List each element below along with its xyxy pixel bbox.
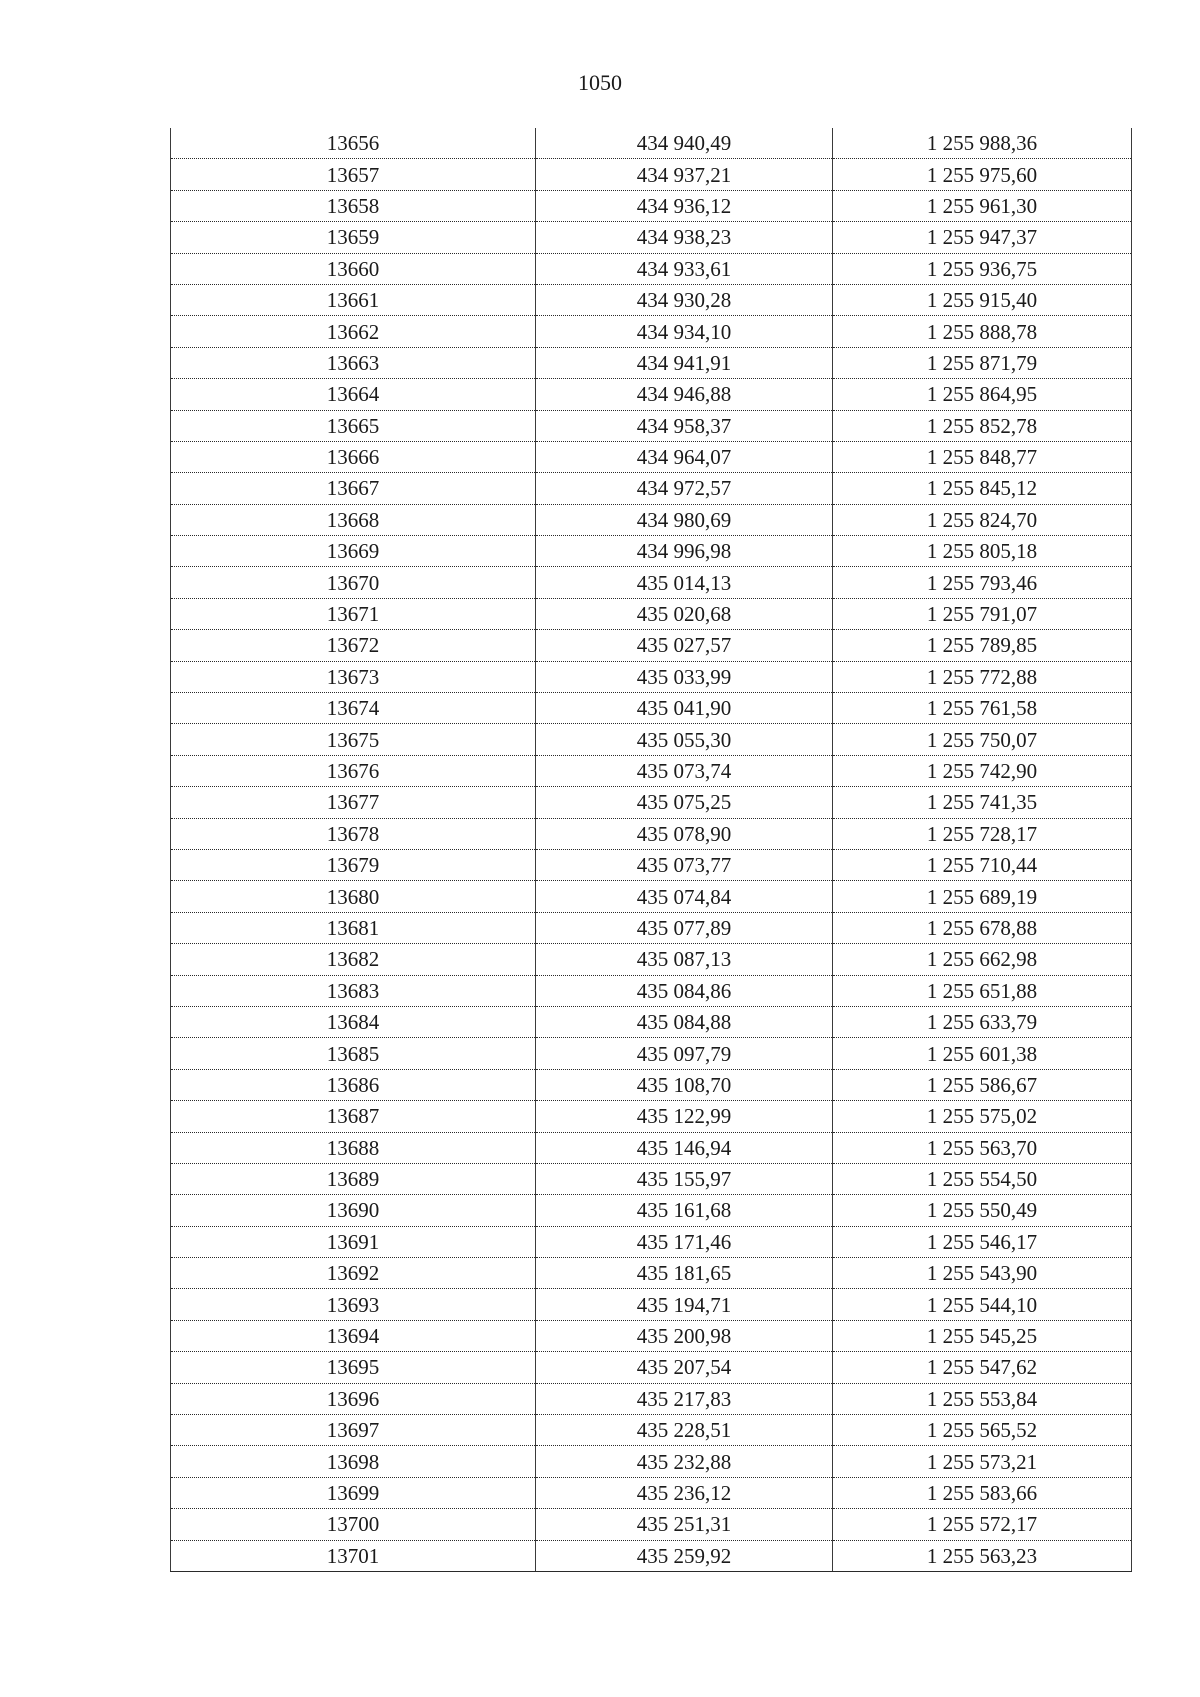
x-coordinate-cell: 435 228,51 xyxy=(536,1415,833,1446)
point-number-cell: 13690 xyxy=(171,1195,536,1226)
point-number-cell: 13669 xyxy=(171,536,536,567)
point-number-cell: 13667 xyxy=(171,473,536,504)
table-row xyxy=(171,222,1132,253)
x-coordinate-cell: 435 161,68 xyxy=(536,1195,833,1226)
table-row xyxy=(171,284,1132,315)
point-number-cell: 13680 xyxy=(171,881,536,912)
x-coordinate-cell: 435 207,54 xyxy=(536,1352,833,1383)
y-coordinate-cell: 1 255 742,90 xyxy=(833,755,1132,786)
y-coordinate-cell: 1 255 565,52 xyxy=(833,1415,1132,1446)
y-coordinate-cell: 1 255 728,17 xyxy=(833,818,1132,849)
x-coordinate-cell: 435 041,90 xyxy=(536,693,833,724)
x-coordinate-cell: 434 958,37 xyxy=(536,410,833,441)
x-coordinate-cell: 435 014,13 xyxy=(536,567,833,598)
table-row xyxy=(171,441,1132,472)
x-coordinate-cell: 434 996,98 xyxy=(536,536,833,567)
point-number-cell: 13695 xyxy=(171,1352,536,1383)
table-row xyxy=(171,1069,1132,1100)
x-coordinate-cell: 435 020,68 xyxy=(536,598,833,629)
table-row xyxy=(171,818,1132,849)
table-row xyxy=(171,1509,1132,1540)
x-coordinate-cell: 434 941,91 xyxy=(536,347,833,378)
point-number-cell: 13659 xyxy=(171,222,536,253)
x-coordinate-cell: 435 200,98 xyxy=(536,1320,833,1351)
point-number-cell: 13662 xyxy=(171,316,536,347)
point-number-cell: 13674 xyxy=(171,693,536,724)
x-coordinate-cell: 434 936,12 xyxy=(536,190,833,221)
table-row xyxy=(171,1477,1132,1508)
y-coordinate-cell: 1 255 915,40 xyxy=(833,284,1132,315)
point-number-cell: 13693 xyxy=(171,1289,536,1320)
point-number-cell: 13656 xyxy=(171,128,536,159)
y-coordinate-cell: 1 255 553,84 xyxy=(833,1383,1132,1414)
y-coordinate-cell: 1 255 961,30 xyxy=(833,190,1132,221)
table-row xyxy=(171,661,1132,692)
x-coordinate-cell: 434 938,23 xyxy=(536,222,833,253)
x-coordinate-cell: 435 033,99 xyxy=(536,661,833,692)
table-row xyxy=(171,567,1132,598)
y-coordinate-cell: 1 255 845,12 xyxy=(833,473,1132,504)
x-coordinate-cell: 434 937,21 xyxy=(536,159,833,190)
y-coordinate-cell: 1 255 750,07 xyxy=(833,724,1132,755)
y-coordinate-cell: 1 255 563,23 xyxy=(833,1540,1132,1571)
table-row xyxy=(171,881,1132,912)
point-number-cell: 13686 xyxy=(171,1069,536,1100)
x-coordinate-cell: 434 980,69 xyxy=(536,504,833,535)
point-number-cell: 13684 xyxy=(171,1006,536,1037)
point-number-cell: 13698 xyxy=(171,1446,536,1477)
table-row xyxy=(171,1383,1132,1414)
table-row xyxy=(171,379,1132,410)
x-coordinate-cell: 435 236,12 xyxy=(536,1477,833,1508)
table-row xyxy=(171,504,1132,535)
point-number-cell: 13671 xyxy=(171,598,536,629)
x-coordinate-cell: 435 075,25 xyxy=(536,787,833,818)
table-row xyxy=(171,1101,1132,1132)
y-coordinate-cell: 1 255 544,10 xyxy=(833,1289,1132,1320)
point-number-cell: 13661 xyxy=(171,284,536,315)
table-row xyxy=(171,1446,1132,1477)
point-number-cell: 13689 xyxy=(171,1163,536,1194)
y-coordinate-cell: 1 255 848,77 xyxy=(833,441,1132,472)
table-row xyxy=(171,410,1132,441)
x-coordinate-cell: 435 146,94 xyxy=(536,1132,833,1163)
y-coordinate-cell: 1 255 583,66 xyxy=(833,1477,1132,1508)
x-coordinate-cell: 434 933,61 xyxy=(536,253,833,284)
table-row xyxy=(171,1352,1132,1383)
y-coordinate-cell: 1 255 586,67 xyxy=(833,1069,1132,1100)
table-row xyxy=(171,1195,1132,1226)
x-coordinate-cell: 435 087,13 xyxy=(536,944,833,975)
point-number-cell: 13676 xyxy=(171,755,536,786)
y-coordinate-cell: 1 255 864,95 xyxy=(833,379,1132,410)
point-number-cell: 13668 xyxy=(171,504,536,535)
point-number-cell: 13672 xyxy=(171,630,536,661)
table-row xyxy=(171,1226,1132,1257)
point-number-cell: 13682 xyxy=(171,944,536,975)
table-row xyxy=(171,1006,1132,1037)
table-row xyxy=(171,1320,1132,1351)
point-number-cell: 13696 xyxy=(171,1383,536,1414)
y-coordinate-cell: 1 255 936,75 xyxy=(833,253,1132,284)
coordinates-table-body xyxy=(171,128,1132,1571)
x-coordinate-cell: 435 027,57 xyxy=(536,630,833,661)
point-number-cell: 13694 xyxy=(171,1320,536,1351)
x-coordinate-cell: 435 232,88 xyxy=(536,1446,833,1477)
x-coordinate-cell: 435 055,30 xyxy=(536,724,833,755)
x-coordinate-cell: 435 073,77 xyxy=(536,849,833,880)
point-number-cell: 13660 xyxy=(171,253,536,284)
point-number-cell: 13691 xyxy=(171,1226,536,1257)
point-number-cell: 13666 xyxy=(171,441,536,472)
point-number-cell: 13687 xyxy=(171,1101,536,1132)
point-number-cell: 13679 xyxy=(171,849,536,880)
y-coordinate-cell: 1 255 888,78 xyxy=(833,316,1132,347)
y-coordinate-cell: 1 255 662,98 xyxy=(833,944,1132,975)
page-number: 1050 xyxy=(578,70,622,95)
table-row xyxy=(171,724,1132,755)
y-coordinate-cell: 1 255 805,18 xyxy=(833,536,1132,567)
x-coordinate-cell: 434 930,28 xyxy=(536,284,833,315)
x-coordinate-cell: 435 194,71 xyxy=(536,1289,833,1320)
point-number-cell: 13677 xyxy=(171,787,536,818)
table-row xyxy=(171,849,1132,880)
x-coordinate-cell: 435 084,88 xyxy=(536,1006,833,1037)
table-row xyxy=(171,1540,1132,1571)
y-coordinate-cell: 1 255 789,85 xyxy=(833,630,1132,661)
point-number-cell: 13692 xyxy=(171,1258,536,1289)
table-row xyxy=(171,159,1132,190)
y-coordinate-cell: 1 255 601,38 xyxy=(833,1038,1132,1069)
table-row xyxy=(171,316,1132,347)
y-coordinate-cell: 1 255 871,79 xyxy=(833,347,1132,378)
x-coordinate-cell: 435 077,89 xyxy=(536,912,833,943)
y-coordinate-cell: 1 255 633,79 xyxy=(833,1006,1132,1037)
x-coordinate-cell: 435 259,92 xyxy=(536,1540,833,1571)
table-row xyxy=(171,1163,1132,1194)
table-row xyxy=(171,128,1132,159)
point-number-cell: 13657 xyxy=(171,159,536,190)
point-number-cell: 13664 xyxy=(171,379,536,410)
table-row xyxy=(171,693,1132,724)
y-coordinate-cell: 1 255 761,58 xyxy=(833,693,1132,724)
point-number-cell: 13675 xyxy=(171,724,536,755)
table-row xyxy=(171,975,1132,1006)
y-coordinate-cell: 1 255 710,44 xyxy=(833,849,1132,880)
x-coordinate-cell: 435 108,70 xyxy=(536,1069,833,1100)
x-coordinate-cell: 435 097,79 xyxy=(536,1038,833,1069)
y-coordinate-cell: 1 255 793,46 xyxy=(833,567,1132,598)
x-coordinate-cell: 435 074,84 xyxy=(536,881,833,912)
table-row xyxy=(171,912,1132,943)
table-row xyxy=(171,1289,1132,1320)
y-coordinate-cell: 1 255 824,70 xyxy=(833,504,1132,535)
y-coordinate-cell: 1 255 572,17 xyxy=(833,1509,1132,1540)
x-coordinate-cell: 435 073,74 xyxy=(536,755,833,786)
x-coordinate-cell: 435 181,65 xyxy=(536,1258,833,1289)
y-coordinate-cell: 1 255 689,19 xyxy=(833,881,1132,912)
y-coordinate-cell: 1 255 772,88 xyxy=(833,661,1132,692)
table-row xyxy=(171,1132,1132,1163)
y-coordinate-cell: 1 255 852,78 xyxy=(833,410,1132,441)
point-number-cell: 13697 xyxy=(171,1415,536,1446)
coordinates-table xyxy=(170,128,1132,1572)
x-coordinate-cell: 435 251,31 xyxy=(536,1509,833,1540)
y-coordinate-cell: 1 255 550,49 xyxy=(833,1195,1132,1226)
x-coordinate-cell: 434 972,57 xyxy=(536,473,833,504)
table-row xyxy=(171,190,1132,221)
point-number-cell: 13681 xyxy=(171,912,536,943)
y-coordinate-cell: 1 255 791,07 xyxy=(833,598,1132,629)
point-number-cell: 13700 xyxy=(171,1509,536,1540)
x-coordinate-cell: 434 946,88 xyxy=(536,379,833,410)
y-coordinate-cell: 1 255 975,60 xyxy=(833,159,1132,190)
y-coordinate-cell: 1 255 741,35 xyxy=(833,787,1132,818)
y-coordinate-cell: 1 255 546,17 xyxy=(833,1226,1132,1257)
table-row xyxy=(171,1258,1132,1289)
table-row xyxy=(171,347,1132,378)
y-coordinate-cell: 1 255 573,21 xyxy=(833,1446,1132,1477)
point-number-cell: 13688 xyxy=(171,1132,536,1163)
point-number-cell: 13699 xyxy=(171,1477,536,1508)
point-number-cell: 13683 xyxy=(171,975,536,1006)
point-number-cell: 13685 xyxy=(171,1038,536,1069)
y-coordinate-cell: 1 255 563,70 xyxy=(833,1132,1132,1163)
x-coordinate-cell: 435 122,99 xyxy=(536,1101,833,1132)
point-number-cell: 13678 xyxy=(171,818,536,849)
y-coordinate-cell: 1 255 547,62 xyxy=(833,1352,1132,1383)
table-row xyxy=(171,536,1132,567)
x-coordinate-cell: 435 217,83 xyxy=(536,1383,833,1414)
table-row xyxy=(171,598,1132,629)
y-coordinate-cell: 1 255 575,02 xyxy=(833,1101,1132,1132)
point-number-cell: 13701 xyxy=(171,1540,536,1571)
table-row xyxy=(171,253,1132,284)
table-row xyxy=(171,473,1132,504)
x-coordinate-cell: 435 078,90 xyxy=(536,818,833,849)
point-number-cell: 13663 xyxy=(171,347,536,378)
table-row xyxy=(171,755,1132,786)
point-number-cell: 13658 xyxy=(171,190,536,221)
table-row xyxy=(171,944,1132,975)
y-coordinate-cell: 1 255 545,25 xyxy=(833,1320,1132,1351)
y-coordinate-cell: 1 255 543,90 xyxy=(833,1258,1132,1289)
point-number-cell: 13665 xyxy=(171,410,536,441)
x-coordinate-cell: 435 084,86 xyxy=(536,975,833,1006)
point-number-cell: 13670 xyxy=(171,567,536,598)
x-coordinate-cell: 434 964,07 xyxy=(536,441,833,472)
y-coordinate-cell: 1 255 947,37 xyxy=(833,222,1132,253)
x-coordinate-cell: 434 940,49 xyxy=(536,128,833,159)
y-coordinate-cell: 1 255 678,88 xyxy=(833,912,1132,943)
table-row xyxy=(171,630,1132,661)
y-coordinate-cell: 1 255 988,36 xyxy=(833,128,1132,159)
table-row xyxy=(171,787,1132,818)
x-coordinate-cell: 435 155,97 xyxy=(536,1163,833,1194)
table-row xyxy=(171,1038,1132,1069)
x-coordinate-cell: 435 171,46 xyxy=(536,1226,833,1257)
table-row xyxy=(171,1415,1132,1446)
point-number-cell: 13673 xyxy=(171,661,536,692)
y-coordinate-cell: 1 255 554,50 xyxy=(833,1163,1132,1194)
x-coordinate-cell: 434 934,10 xyxy=(536,316,833,347)
y-coordinate-cell: 1 255 651,88 xyxy=(833,975,1132,1006)
